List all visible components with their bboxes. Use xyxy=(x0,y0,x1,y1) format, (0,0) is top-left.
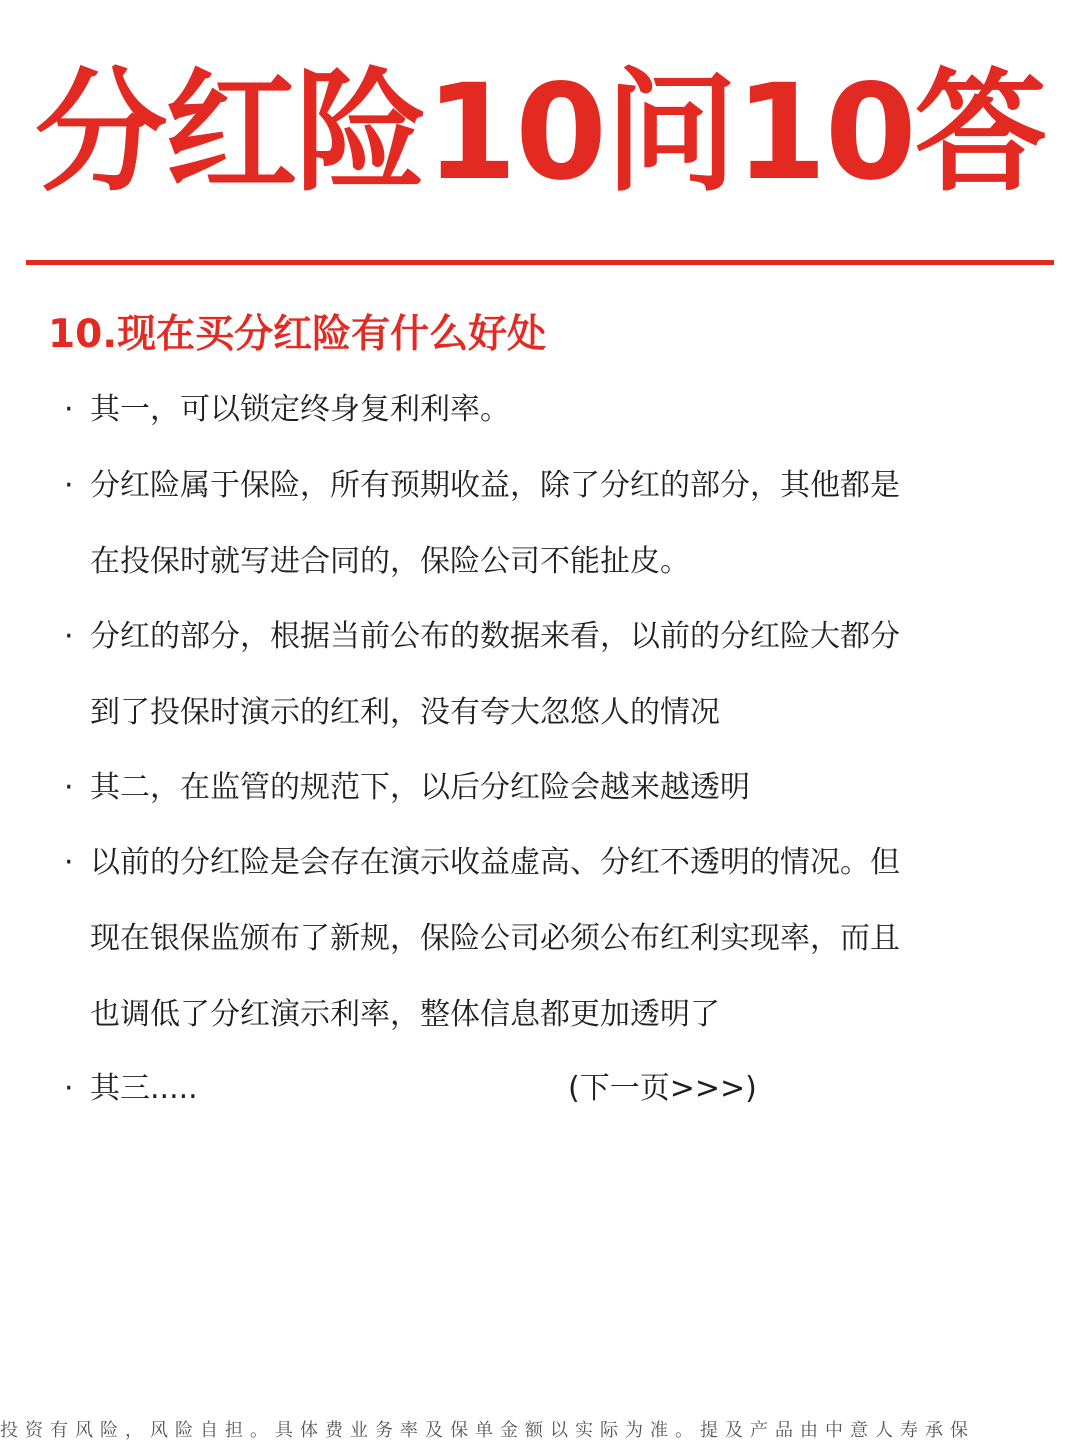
list-item-line: 现在银保监颁布了新规，保险公司必须公布红利实现率，而且 xyxy=(90,921,900,956)
list-item-line: 其二，在监管的规范下，以后分红险会越来越透明 xyxy=(90,770,750,805)
list-item-line: 其三..... xyxy=(90,1071,198,1106)
list-item xyxy=(64,1051,984,1127)
page-title: 分红险10问10答 xyxy=(35,56,1045,210)
list-item xyxy=(64,599,984,751)
title-divider xyxy=(26,260,1054,265)
list-item-line: 分红险属于保险，所有预期收益，除了分红的部分，其他都是 xyxy=(90,468,900,503)
next-page-link[interactable]: (下一页>>>) xyxy=(568,1071,757,1106)
list-item xyxy=(64,750,984,826)
bullet-dot-icon: · xyxy=(64,468,74,503)
bullet-dot-icon: · xyxy=(64,770,74,805)
bullet-dot-icon: · xyxy=(64,1071,74,1106)
list-item-line: 以前的分红险是会存在演示收益虚高、分红不透明的情况。但 xyxy=(90,845,900,880)
section-heading: 10.现在买分红险有什么好处 xyxy=(48,312,547,357)
list-item xyxy=(64,372,984,448)
list-item xyxy=(64,825,984,1053)
bullet-dot-icon: · xyxy=(64,845,74,880)
list-item-line: 也调低了分红演示利率，整体信息都更加透明了 xyxy=(90,997,720,1032)
list-item xyxy=(64,448,984,600)
list-item-line: 到了投保时演示的红利，没有夸大忽悠人的情况 xyxy=(90,695,720,730)
list-item-line: 在投保时就写进合同的，保险公司不能扯皮。 xyxy=(90,544,690,579)
list-item-line: 其一，可以锁定终身复利利率。 xyxy=(90,392,510,427)
bullet-dot-icon: · xyxy=(64,392,74,427)
list-item-line: 分红的部分，根据当前公布的数据来看，以前的分红险大都分 xyxy=(90,619,900,654)
bullet-dot-icon: · xyxy=(64,619,74,654)
disclaimer-text: 投资有风险，风险自担。具体费业务率及保单金额以实际为准。提及产品由中意人寿承保 xyxy=(0,1420,975,1440)
